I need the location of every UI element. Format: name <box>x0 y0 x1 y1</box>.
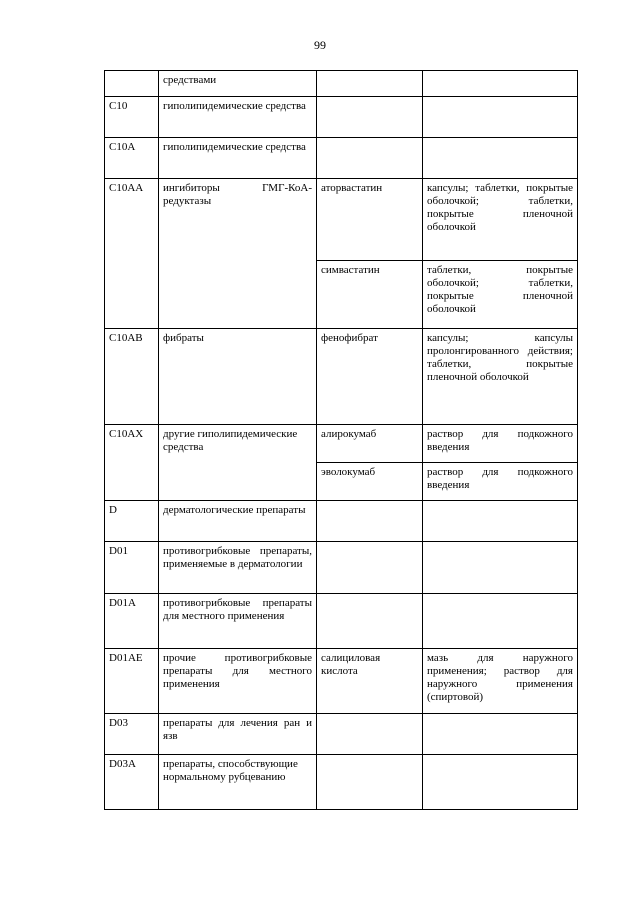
drug-name: симвастатин <box>317 261 423 329</box>
table-row <box>105 179 578 261</box>
dosage-form: раствор для подкожного введения <box>423 425 578 463</box>
atc-code: C10AX <box>105 425 159 501</box>
atc-code: D01 <box>105 542 159 594</box>
table-row <box>105 71 578 97</box>
table-row <box>105 542 578 594</box>
dosage-form <box>423 71 578 97</box>
pharm-group: фибраты <box>159 329 317 425</box>
atc-code: D <box>105 501 159 542</box>
pharm-group: прочие противогрибковые препараты для местного применения <box>159 649 317 714</box>
dosage-form <box>423 755 578 810</box>
dosage-form <box>423 714 578 755</box>
drug-name <box>317 71 423 97</box>
table-row <box>105 329 578 425</box>
pharm-group: противогрибковые препараты для местного применения <box>159 594 317 649</box>
dosage-form <box>423 501 578 542</box>
pharm-group: препараты, способствующие нормальному рубцеванию <box>159 755 317 810</box>
drug-name <box>317 542 423 594</box>
drug-name: алирокумаб <box>317 425 423 463</box>
drug-name <box>317 97 423 138</box>
table-row <box>105 714 578 755</box>
pharm-group: противогрибковые препараты, применяемые в дерматологии <box>159 542 317 594</box>
atc-code <box>105 71 159 97</box>
pharm-group: гиполипидемические средства <box>159 138 317 179</box>
drug-name: эволокумаб <box>317 463 423 501</box>
atc-code: D01A <box>105 594 159 649</box>
dosage-form: капсулы; таблетки, покрытые оболочкой; таблетки, покрытые пленочной оболочкой <box>423 179 578 261</box>
atc-code: D03 <box>105 714 159 755</box>
atc-code: C10A <box>105 138 159 179</box>
atc-code: D03A <box>105 755 159 810</box>
atc-code: C10AB <box>105 329 159 425</box>
drug-name: салициловая кислота <box>317 649 423 714</box>
drug-name <box>317 594 423 649</box>
table-row <box>105 425 578 463</box>
atc-code: D01AE <box>105 649 159 714</box>
pharm-group: другие гиполипидемические средства <box>159 425 317 501</box>
pharm-group: дерматологические препараты <box>159 501 317 542</box>
drug-name <box>317 501 423 542</box>
pharm-group: гиполипидемические средства <box>159 97 317 138</box>
drug-name <box>317 138 423 179</box>
table-row <box>105 501 578 542</box>
dosage-form: мазь для наружного применения; раствор для наружного применения (спиртовой) <box>423 649 578 714</box>
table-row <box>105 649 578 714</box>
dosage-form: таблетки, покрытые оболочкой; таблетки, покрытые пленочной оболочкой <box>423 261 578 329</box>
page-number: 99 <box>314 38 326 52</box>
dosage-form: раствор для подкожного введения <box>423 463 578 501</box>
dosage-form <box>423 542 578 594</box>
table-row <box>105 97 578 138</box>
drug-name: фенофибрат <box>317 329 423 425</box>
dosage-form <box>423 138 578 179</box>
pharm-group: ингибиторы ГМГ-КоА-редуктазы <box>159 179 317 329</box>
pharm-group: препараты для лечения ран и язв <box>159 714 317 755</box>
drug-name <box>317 755 423 810</box>
table-row <box>105 755 578 810</box>
drug-name <box>317 714 423 755</box>
drug-table <box>104 70 578 810</box>
dosage-form <box>423 97 578 138</box>
atc-code: C10AA <box>105 179 159 329</box>
pharm-group: средствами <box>159 71 317 97</box>
drug-name: аторвастатин <box>317 179 423 261</box>
dosage-form: капсулы; капсулы пролонгированного действия; таблетки, покрытые пленочной оболочкой <box>423 329 578 425</box>
atc-code: C10 <box>105 97 159 138</box>
dosage-form <box>423 594 578 649</box>
table-row <box>105 138 578 179</box>
table-row <box>105 594 578 649</box>
